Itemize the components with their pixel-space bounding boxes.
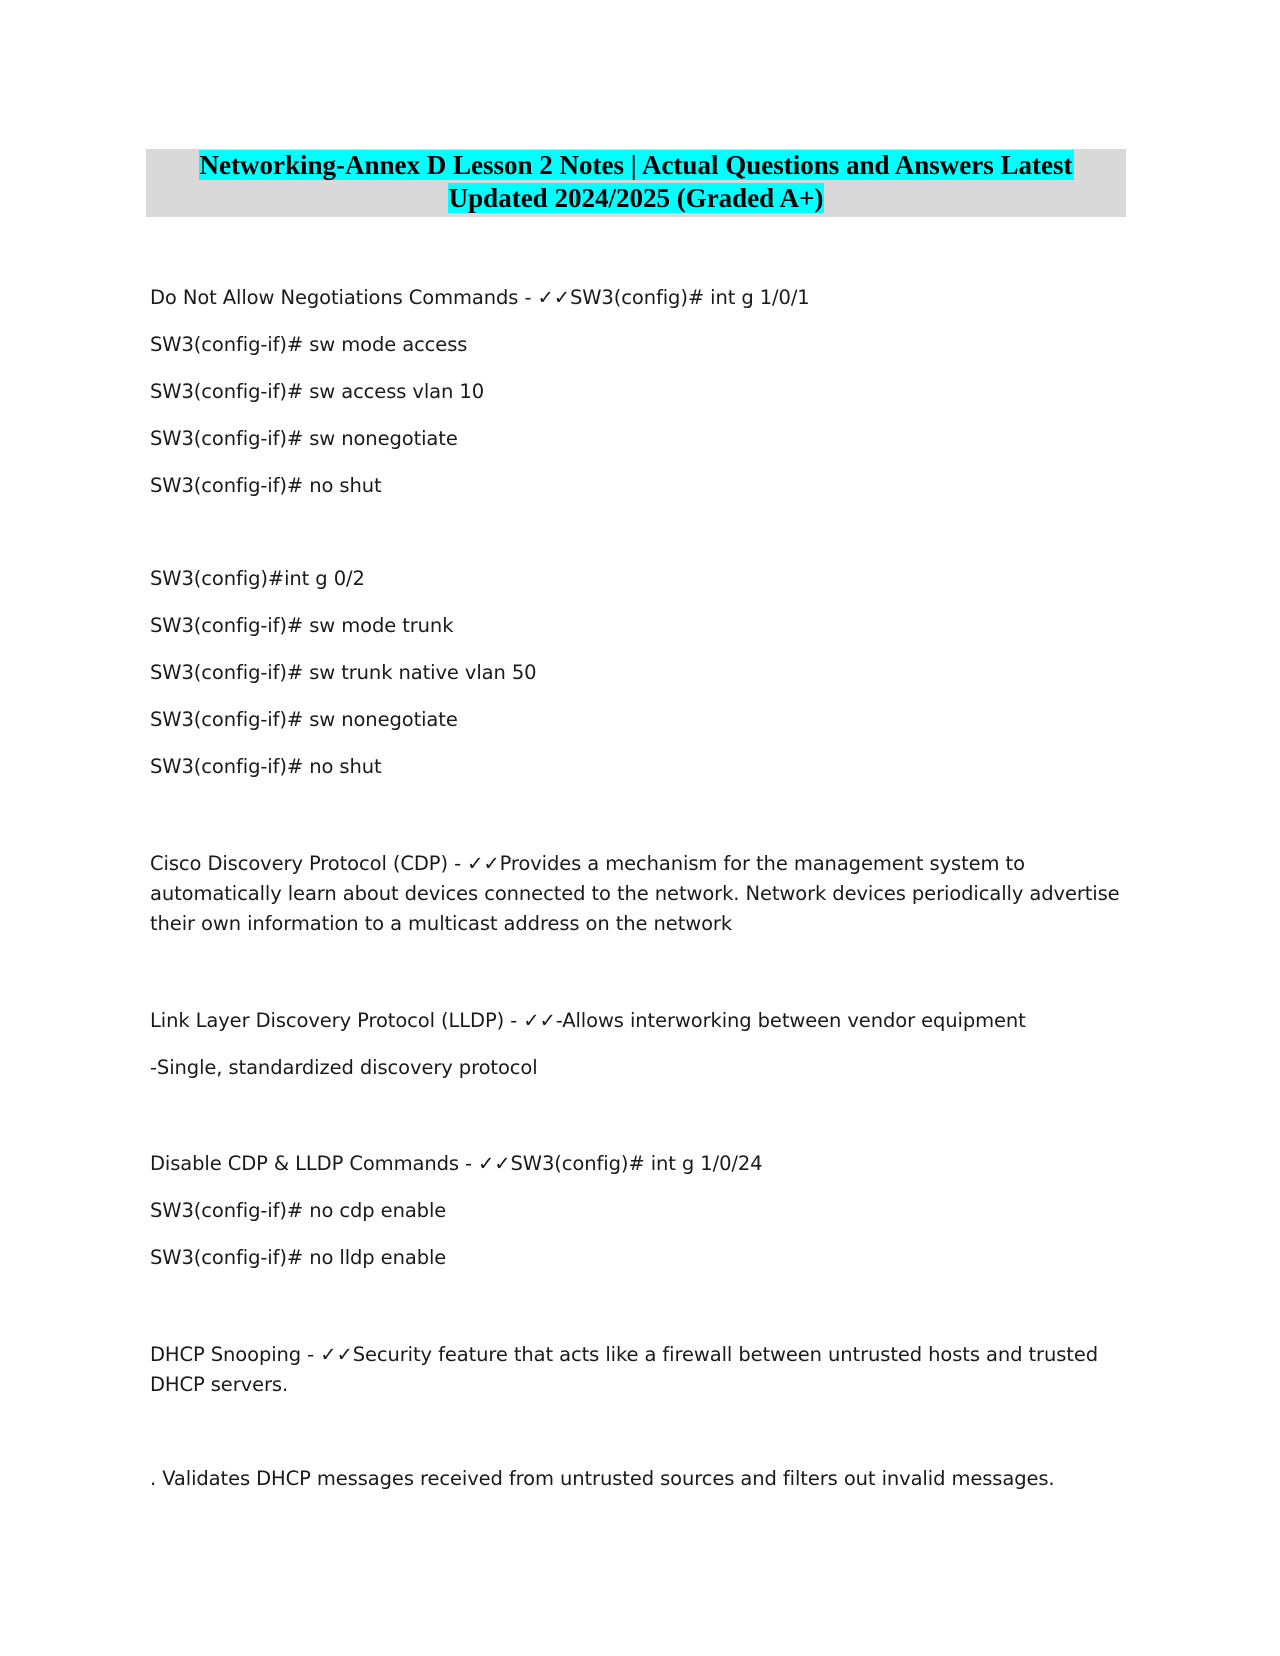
entry-lldp: Link Layer Discovery Protocol (LLDP) - ✓✓-Allows interworking between vendor equipment (150, 1009, 1026, 1032)
command-line: SW3(config-if)# no shut (150, 474, 382, 497)
command-line: SW3(config-if)# sw trunk native vlan 50 (150, 661, 537, 684)
title-line-2: Updated 2024/2025 (Graded A+) (448, 183, 824, 213)
command-line: SW3(config-if)# no lldp enable (150, 1246, 447, 1269)
entry-disable-cdp-lldp: Disable CDP & LLDP Commands - ✓✓SW3(config)# int g 1/0/24 (150, 1152, 763, 1175)
command-line: SW3(config-if)# sw access vlan 10 (150, 380, 484, 403)
list-item: -Single, standardized discovery protocol (150, 1056, 538, 1079)
list-item: . Validates DHCP messages received from untrusted sources and filters out invalid messages. (150, 1467, 1055, 1490)
command-line: SW3(config)#int g 0/2 (150, 567, 365, 590)
command-line: SW3(config-if)# sw nonegotiate (150, 708, 458, 731)
entry-cdp: Cisco Discovery Protocol (CDP) - ✓✓Provides a mechanism for the management system to automatically learn about devices connected to the network. Network devices periodically advertise their own information to a multicast address on the network (150, 852, 1120, 935)
entry-dhcp-snooping: DHCP Snooping - ✓✓Security feature that acts like a firewall between untrusted hosts and trusted DHCP servers. (150, 1343, 1098, 1396)
command-line: SW3(config-if)# sw mode trunk (150, 614, 454, 637)
command-line: SW3(config-if)# sw mode access (150, 333, 468, 356)
command-line: SW3(config-if)# no cdp enable (150, 1199, 447, 1222)
entry-negotiations: Do Not Allow Negotiations Commands - ✓✓SW3(config)# int g 1/0/1 (150, 286, 810, 309)
command-line: SW3(config-if)# sw nonegotiate (150, 427, 458, 450)
document-title (146, 149, 1126, 217)
command-line: SW3(config-if)# no shut (150, 755, 382, 778)
title-line-1: Networking-Annex D Lesson 2 Notes | Actual Questions and Answers Latest (199, 150, 1073, 180)
